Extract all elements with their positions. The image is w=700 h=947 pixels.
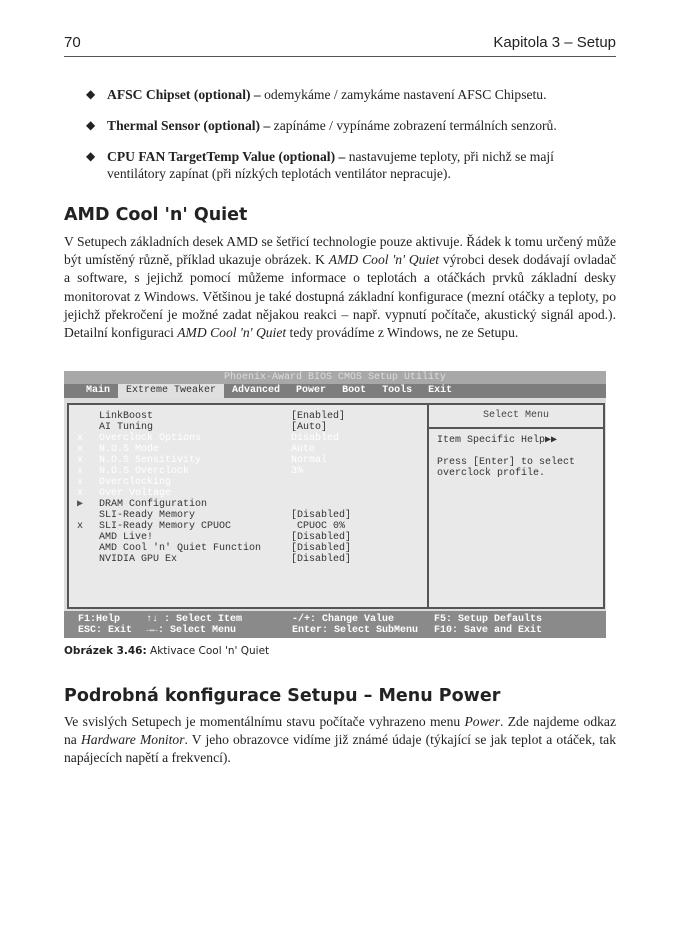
setting-value: 3% <box>291 466 304 477</box>
setting-value: Normal <box>291 455 328 466</box>
footer-key: F5: Setup Defaults <box>434 614 543 625</box>
footer-key: ESC: Exit <box>78 625 133 636</box>
paragraph: V Setupech základních desek AMD se šetřicí technologie pouze aktivuje. Řádek k tomu určený může být umístěný různě, příklad ukazuje obrázek. K AMD Cool 'n' Quiet výrobci desek dodávají ovladač a software, s jejichž pomocí můžeme informace o teplotách a otáčkách prvků základní desky monitorovat z Windows. Většinou je také dostupná základní konfigurace (mezní otáčky a teploty, po jejichž překročení je možné zadat nějakou reakci – např. vypnutí počítače, akustický signál apod.). Detailní konfiguraci AMD Cool 'n' Quiet tedy provádíme z Windows, ne ze Setupu. <box>64 234 617 341</box>
setting-name: NVIDIA GPU Ex <box>99 554 178 565</box>
page-number: 70 <box>64 34 81 51</box>
footer-key: -/+: Change Value <box>292 614 395 625</box>
bios-tab[interactable]: Advanced <box>232 385 281 396</box>
bios-tab[interactable]: Extreme Tweaker <box>118 384 224 398</box>
bullet-term: CPU FAN TargetTemp Value (optional) – <box>107 149 346 164</box>
setting-value: [Disabled] <box>291 543 352 554</box>
bios-tab[interactable]: Boot <box>342 385 367 396</box>
section-heading: Podrobná konfigurace Setupu – Menu Power <box>64 686 501 706</box>
setting-value: [Auto] <box>291 422 328 433</box>
setting-value: Disabled <box>291 433 340 444</box>
setting-value: Auto <box>291 444 316 455</box>
help-title: Select Menu <box>429 405 603 429</box>
setting-name: LinkBoost <box>99 411 154 422</box>
diamond-bullet-icon: ◆ <box>86 149 96 163</box>
setting-name: DRAM Configuration <box>99 499 208 510</box>
bios-menu-bar <box>64 384 606 398</box>
footer-key: ↑↓ : Select Item <box>146 614 243 625</box>
paragraph: Ve svislých Setupech je momentálnímu stavu počítače vyhrazeno menu Power. Zde najdeme odkaz na Hardware Monitor. V jeho obrazovce vidíme již známé údaje (týkající se jak teplot a otáček, tak napájecích napětí a frekvencí). <box>64 714 617 766</box>
help-text: Press [Enter] to select overclock profile. <box>437 457 576 479</box>
setting-value: [Disabled] <box>291 510 352 521</box>
section-heading: AMD Cool 'n' Quiet <box>64 205 248 225</box>
setting-name: AMD Cool 'n' Quiet Function <box>99 543 262 554</box>
header-rule <box>64 56 616 57</box>
bullet-item <box>86 86 616 103</box>
setting-mark: x <box>77 444 84 455</box>
setting-name: N.O.S Sensitivity <box>99 455 202 466</box>
footer-key: F10: Save and Exit <box>434 625 543 636</box>
setting-name: N.O.S Mode <box>99 444 160 455</box>
setting-mark: x <box>77 455 84 466</box>
setting-mark: x <box>77 488 84 499</box>
diamond-bullet-icon: ◆ <box>86 118 96 132</box>
footer-key: F1:Help <box>78 614 121 625</box>
setting-name: SLI-Ready Memory <box>99 510 196 521</box>
bios-tab[interactable]: Power <box>296 385 327 396</box>
bios-settings-panel <box>69 405 429 607</box>
footer-key: Enter: Select SubMenu <box>292 625 419 636</box>
footer-key: →←: Select Menu <box>146 625 237 636</box>
figure-caption: Obrázek 3.46: Aktivace Cool 'n' Quiet <box>64 645 270 657</box>
setting-mark: x <box>77 433 84 444</box>
setting-name: N.O.S Overclock <box>99 466 190 477</box>
bios-screenshot <box>64 371 606 638</box>
setting-name: AMD Live! <box>99 532 154 543</box>
setting-name: SLI-Ready Memory CPUOC <box>99 521 232 532</box>
bullet-term: Thermal Sensor (optional) – <box>107 118 271 133</box>
setting-value: CPUOC 0% <box>291 521 346 532</box>
bullet-text: nastavujeme teploty, při nichž se mají ventilátory zapínat (při nízkých teplotách ventilátor nepracuje). <box>107 149 554 181</box>
bios-tab[interactable]: Tools <box>382 385 413 396</box>
bios-tab[interactable]: Exit <box>428 385 453 396</box>
bullet-text: zapínáme / vypínáme zobrazení termálních senzorů. <box>270 118 557 133</box>
bullet-text: odemykáme / zamykáme nastavení AFSC Chipsetu. <box>260 87 547 102</box>
setting-mark: x <box>77 466 84 477</box>
setting-value: [Disabled] <box>291 554 352 565</box>
bullet-term: AFSC Chipset (optional) – <box>107 87 261 102</box>
bios-footer <box>64 611 606 638</box>
bullet-item <box>86 148 616 182</box>
chapter-title: Kapitola 3 – Setup <box>493 34 616 51</box>
bios-tab[interactable]: Main <box>86 385 111 396</box>
setting-name: Overclocking <box>99 477 172 488</box>
setting-mark: ▶ <box>77 499 84 510</box>
setting-mark: x <box>77 521 84 532</box>
setting-name: Overclock Options <box>99 433 202 444</box>
diamond-bullet-icon: ◆ <box>86 87 96 101</box>
setting-name: Over Voltage <box>99 488 172 499</box>
setting-name: AI Tuning <box>99 422 154 433</box>
setting-value: [Disabled] <box>291 532 352 543</box>
setting-value: [Enabled] <box>291 411 346 422</box>
bios-title: Phoenix-Award BIOS CMOS Setup Utility <box>64 371 606 384</box>
bullet-item <box>86 117 616 134</box>
setting-mark: x <box>77 477 84 488</box>
bios-help-panel <box>429 405 603 607</box>
help-subtitle: Item Specific Help▶▶ <box>437 435 558 446</box>
